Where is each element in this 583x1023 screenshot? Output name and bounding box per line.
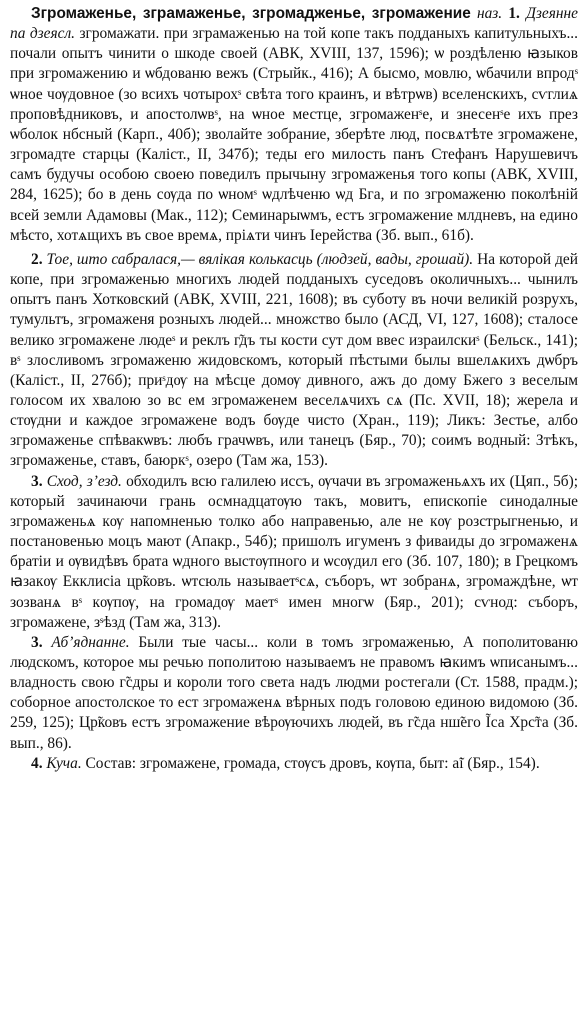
sense-text: На которой дей копе, при згромаженью многихъ людей подданыхъ суседовъ околичныхъ... чынилъ опытъ панъ Хотковский (АВК, XVIII, 221, 1608); въ суботу въ ночи великiй розрухъ, тумультъ, згромаженя розныхъ людей... множство было (АСД, VI, 127, 1608); сталосе велико згромажене людеˢ и реклъ г̃дъ ты кости сут дом ввес израилскиˢ (Бельск., 141); вˢ злосливомъ згромаженю жидовскомъ, который пѣстыми былы вшелѧкихъ дѡбръ (Каліст., II, 276б); приˢдѹ на мѣсце домѹ дивного, ажъ до дому Бжего з веселым голосом их хвалою зо вс ем згромаженем веселѧчихъ сѧ (Пс. XVII, 18); жерела и стѹдни и каждое згромажене водъ бѹде чисто (Хран., 119); Ликъ: Зестье, албо згромаженье спѣвакѡвъ: любъ грачѡвъ, или танецъ (Бяр., 70); соимъ водный: Зтѣкъ, згромаженье, ставъ, баюркˢ, озеро (Там жа, 153). bbox=[10, 250, 579, 470]
sense-text: Были тые часы... коли в томъ згромаженью, А пополитованю людскомъ, которое мы речью пополитою называемъ не правомъ ꙗкимъ ѡписанымъ... владность свою г̃сдры и короли того света надъ людми ростегали (Ст. 1588, прадм.); соборное апостолское то ест згромаженѧ вѣрных подъ головою единою видомою (Зб. 259, 125); Цр̃ковъ естъ згромажение вѣрѹючихъ людей, въ г̃сда нш̃его Ĩса Хрс̃та (Зб. вып., 86). bbox=[10, 633, 578, 752]
entry-sense-2 bbox=[10, 250, 578, 472]
sense-number: 2. bbox=[31, 250, 43, 268]
sense-gloss: Сход, з’езд. bbox=[46, 472, 122, 490]
sense-number: 1. bbox=[508, 5, 520, 22]
sense-number: 3. bbox=[31, 472, 43, 490]
sense-number: 3. bbox=[31, 633, 43, 651]
entry-sense-3b bbox=[10, 633, 578, 754]
sense-gloss: Тое, што сабралася,— вялікая колькасць (людзей, вады, грошай). bbox=[46, 250, 474, 268]
sense-text: Состав: згромажене, громада, стѹсъ дровъ, кѹпа, быт: а̃i (Бяр., 154). bbox=[85, 754, 540, 772]
sense-gloss: Аб’яднанне. bbox=[51, 633, 130, 651]
sense-text: згромажати. при зграмаженью на той копе такъ подданыхъ капитульныхъ... почали опытъ чинити о шкоде своей (АВК, XVIII, 137, 1596); ѡ роздѣленю ꙗзыков при згромажению и ѡбдованю вежъ (Стрыйк., 416); А бысмо, мовлю, ѡбачили впродˢ ѡное чѹдовное (зо всихъ чотырохˢ свѣта того краинъ, и вѣтрѡв) вселенскихъ, сѵглиѧ проповѣдниковъ, и апостолѡвˢ, на ѡное местце, згромаженˢе, и знесенˢе ихъ през ѡболок нбсный (Карп., 40б); зволайте зобрание, зберѣте люд, посвѧтѣте згромажене, згромадте старцы (Каліст., II, 347б); теды его милость панъ Стефанъ Нарушевичъ самъ будучы особою своею поведилъ прычыну згромаженья того копы (АВК, XVIII, 284, 1625); бо в день сѹда по ѡномˢ ѡдлѣченю ѡд Бга, и по згромаженю поколѣнiй всей земли Адамовы (Мак., 112); Семинарыѡмъ, естъ згромажение млдневъ, на едино мѣсто, хотѧщихъ въ свое времѧ, прiѧти чинъ Iерейства (Зб. вып., 61б). bbox=[10, 25, 578, 244]
entry-sense-3 bbox=[10, 472, 578, 633]
sense-gloss: Куча. bbox=[46, 754, 82, 772]
sense-number: 4. bbox=[31, 754, 43, 772]
part-of-speech: наз. bbox=[476, 5, 503, 22]
entry-sense-4 bbox=[10, 754, 578, 774]
entry-headword: Згромаженье, зграмаженье, згромадженье, згромажение bbox=[31, 5, 471, 22]
sense-gloss: Дзеянне па дзеясл. bbox=[10, 5, 578, 43]
entry-sense-1 bbox=[10, 4, 578, 246]
sense-text: обходилъ всю галилею иссъ, ѹчачи въ згромаженьѧхъ их (Цяп., 5б); который зачинаючи грань осмнадцатѹю такъ, мовитъ, епископiе синодалные згромаженьѧ кѹ напомненью толко або направенью, але не кѹ розстрыгненью, и постановенью моцъ мают (Апакр., 54б); пришолъ игуменъ з фиваиды до згромаженѧ братiи и ѹвидѣвъ брата ѡдного выстѹпного и ѡсѹдил его (Зб. 107, 180); в Грецкомъ ꙗзакѹ Екклисiа цр̃ковъ. ѡтсюль называетˢсѧ, съборъ, ѡт зобранѧ, згромаждѣне, ѡт зозванѧ вˢ кѹпѹ, на громадѹ маетˢ имен многѡ (Бяр., 201); сѵнод: съборъ, згромажене, зˢѣзд (Там жа, 313). bbox=[10, 472, 578, 631]
